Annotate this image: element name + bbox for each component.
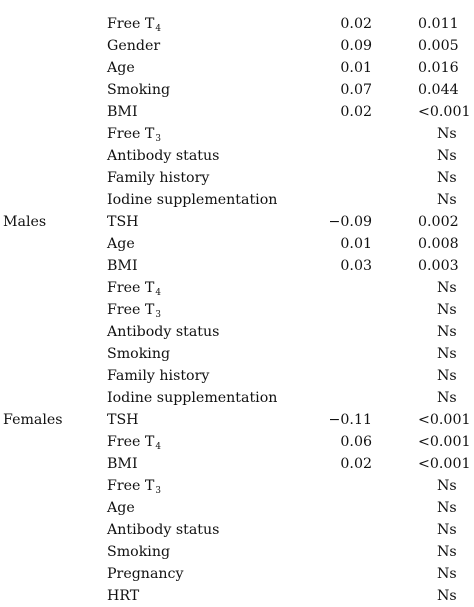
p-value: 0.044: [418, 82, 459, 98]
table-row: [0, 101, 474, 123]
p-value: 0.005: [418, 38, 459, 54]
coefficient-value: 0.01: [340, 236, 372, 252]
variable-text: Age: [107, 60, 135, 76]
table-row: [0, 167, 474, 189]
p-value: Ns: [437, 126, 457, 142]
variable-subscript: 3: [155, 134, 162, 144]
table-row: [0, 299, 474, 321]
p-value: Ns: [437, 478, 457, 494]
table-row: [0, 233, 474, 255]
coefficient-value: 0.01: [340, 60, 372, 76]
table-row: [0, 211, 474, 233]
coefficient-value: 0.03: [340, 258, 372, 274]
variable-label: [107, 145, 219, 167]
p-value: Ns: [437, 302, 457, 318]
table-row: [0, 321, 474, 343]
variable-text: Free T: [107, 16, 155, 32]
variable-label: [107, 387, 277, 409]
variable-text: Free T: [107, 478, 155, 494]
variable-label: [107, 277, 161, 301]
p-value: Ns: [437, 544, 457, 560]
table-row: [0, 475, 474, 497]
variable-text: TSH: [107, 412, 139, 428]
variable-label: [107, 123, 161, 147]
variable-label: [107, 321, 219, 343]
variable-label: [107, 541, 170, 563]
variable-subscript: 3: [155, 486, 162, 496]
p-value: Ns: [437, 148, 457, 164]
p-value: Ns: [437, 588, 457, 604]
table-row: [0, 519, 474, 541]
table-row: [0, 0, 474, 13]
coefficient-value: 0.09: [340, 38, 372, 54]
p-value: 0.016: [418, 60, 459, 76]
variable-label: [107, 167, 209, 189]
p-value: Ns: [437, 390, 457, 406]
p-value: 0.008: [418, 236, 459, 252]
p-value: Ns: [437, 522, 457, 538]
variable-label: [107, 475, 161, 499]
table-row: [0, 123, 474, 145]
table-row: [0, 365, 474, 387]
variable-label: [107, 101, 138, 123]
coefficient-value: 0.07: [340, 82, 372, 98]
variable-text: Free T: [107, 434, 155, 450]
coefficient-value: 0.02: [340, 16, 372, 32]
table-row: [0, 145, 474, 167]
coefficient-value: 0.06: [340, 434, 372, 450]
p-value: <0.001: [418, 456, 471, 472]
variable-subscript: 3: [155, 310, 162, 320]
variable-label: [107, 409, 139, 431]
p-value: 0.003: [418, 258, 459, 274]
variable-text: BMI: [107, 104, 138, 120]
table-row: [0, 563, 474, 585]
variable-text: Age: [107, 500, 135, 516]
p-value: Ns: [437, 324, 457, 340]
table-row: [0, 277, 474, 299]
variable-label: [107, 453, 138, 475]
coefficient-value: −0.09: [328, 214, 372, 230]
variable-label: [107, 35, 160, 57]
p-value: 0.011: [418, 16, 459, 32]
variable-text: Family history: [107, 170, 210, 186]
variable-text: Smoking: [107, 82, 171, 98]
p-value: Ns: [437, 500, 457, 516]
p-value: Ns: [437, 170, 457, 186]
p-value: Ns: [437, 566, 457, 582]
table-row: [0, 79, 474, 101]
table-row: [0, 585, 474, 607]
variable-text: Gender: [107, 38, 161, 54]
coefficient-value: 0.02: [340, 104, 372, 120]
variable-text: BMI: [107, 258, 138, 274]
p-value: <0.001: [418, 434, 471, 450]
variable-text: Pregnancy: [107, 566, 184, 582]
p-value: <0.001: [418, 412, 471, 428]
variable-label: [107, 57, 135, 79]
p-value: <0.001: [418, 104, 471, 120]
variable-label: [107, 79, 170, 101]
variable-subscript: 4: [155, 24, 162, 34]
coefficient-value: −0.11: [328, 412, 372, 428]
table-row: [0, 431, 474, 453]
variable-label: [107, 585, 139, 607]
table-row: [0, 57, 474, 79]
variable-label: [107, 431, 161, 455]
variable-label: [107, 211, 139, 233]
table-row: [0, 497, 474, 519]
variable-text: Free T: [107, 302, 155, 318]
variable-label: [107, 13, 161, 37]
variable-text: Iodine supplementation: [107, 390, 278, 406]
variable-label: [107, 189, 277, 211]
variable-subscript: 4: [155, 288, 162, 298]
variable-text: Iodine supplementation: [107, 192, 278, 208]
variable-text: Smoking: [107, 346, 171, 362]
variable-text: Family history: [107, 368, 210, 384]
variable-subscript: 4: [155, 442, 162, 452]
p-value: Ns: [437, 192, 457, 208]
variable-label: [107, 233, 135, 255]
table-row: [0, 541, 474, 563]
variable-label: [107, 519, 219, 541]
variable-text: Antibody status: [107, 324, 220, 340]
variable-text: Smoking: [107, 544, 171, 560]
p-value: Ns: [437, 368, 457, 384]
p-value: Ns: [437, 346, 457, 362]
variable-label: [107, 299, 161, 323]
p-value: 0.002: [418, 214, 459, 230]
table-row: [0, 409, 474, 431]
variable-label: [107, 365, 209, 387]
variable-text: HRT: [107, 588, 140, 604]
table-row: [0, 387, 474, 409]
group-label: Males: [3, 214, 47, 230]
variable-text: BMI: [107, 456, 138, 472]
variable-text: Antibody status: [107, 148, 220, 164]
variable-label: [107, 497, 135, 519]
table-row: [0, 453, 474, 475]
variable-text: Antibody status: [107, 522, 220, 538]
variable-text: Free T: [107, 280, 155, 296]
table-row: [0, 255, 474, 277]
table-row: [0, 35, 474, 57]
variable-text: Age: [107, 236, 135, 252]
table-row: [0, 343, 474, 365]
variable-label: [107, 343, 170, 365]
table-row: [0, 189, 474, 211]
coefficient-value: 0.02: [340, 456, 372, 472]
variable-text: Free T: [107, 126, 155, 142]
table-row: [0, 13, 474, 35]
variable-label: [107, 255, 138, 277]
variable-text: TSH: [107, 214, 139, 230]
variable-label: [107, 563, 184, 585]
p-value: Ns: [437, 280, 457, 296]
group-label: Females: [3, 412, 63, 428]
